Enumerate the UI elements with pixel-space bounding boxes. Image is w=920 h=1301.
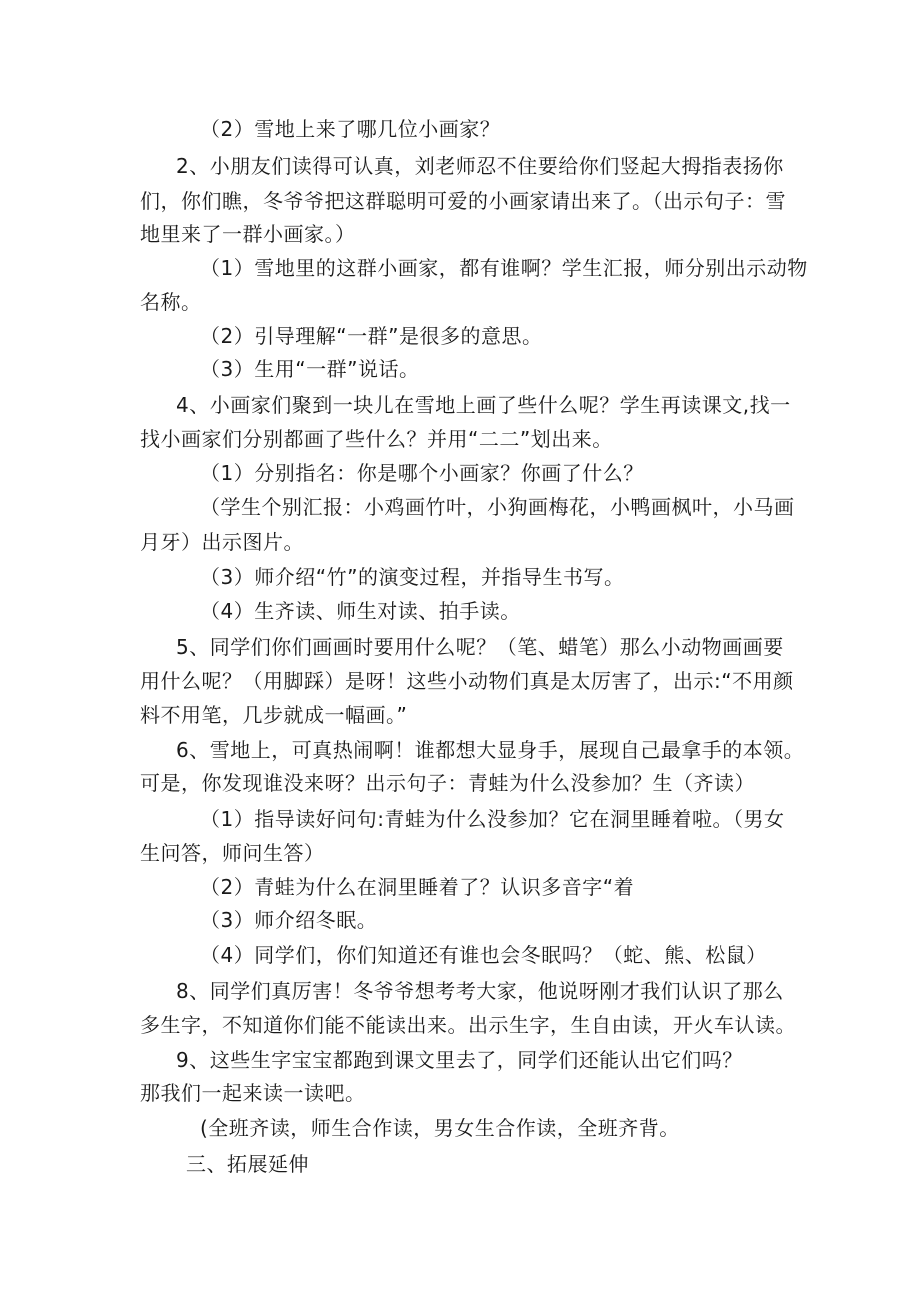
text-line: 6、雪地上，可真热闹啊！谁都想大显身手，展现自己最拿手的本领。 [176, 738, 805, 762]
text-line: 那我们一起来读一读吧。 [140, 1081, 366, 1105]
text-line: 2、小朋友们读得可认真，刘老师忍不住要给你们竖起大拇指表扬你 [176, 154, 784, 178]
text-line: （2）青蛙为什么在洞里睡着了？认识多音字“着 [200, 875, 635, 899]
text-line: 9、这些生字宝宝都跑到课文里去了，同学们还能认出它们吗？ [176, 1048, 743, 1072]
text-line: （4）生齐读、师生对读、拍手读。 [200, 599, 521, 623]
section-heading: 三、拓展延伸 [186, 1152, 309, 1176]
text-line: （3）师介绍冬眠。 [200, 908, 378, 932]
text-line: （2）引导理解“一群”是很多的意思。 [200, 324, 543, 348]
text-line: (全班齐读，师生合作读，男女生合作读，全班齐背。 [200, 1116, 680, 1140]
text-line: （1）分别指名：你是哪个小画家？你画了什么？ [200, 461, 644, 485]
text-line: 多生字，不知道你们能不能读出来。出示生字，生自由读，开火车认读。 [140, 1013, 796, 1037]
text-line: 5、同学们你们画画时要用什么呢？（笔、蜡笔）那么小动物画画要 [176, 635, 784, 659]
text-line: 月牙）出示图片。 [140, 530, 304, 554]
text-line: （1）雪地里的这群小画家，都有谁啊？学生汇报，师分别出示动物 [200, 256, 808, 280]
text-line: 们，你们瞧，冬爷爷把这群聪明可爱的小画家请出来了。（出示句子：雪 [140, 189, 786, 213]
text-line: 生问答，师问生答） [140, 841, 325, 865]
text-line: 名称。 [140, 290, 202, 314]
text-line: （2）雪地上来了哪几位小画家？ [200, 117, 501, 141]
text-line: 4、小画家们聚到一块儿在雪地上画了些什么呢？学生再读课文,找一 [176, 393, 791, 417]
text-line: 找小画家们分别都画了些什么？并用“二二”划出来。 [140, 427, 613, 451]
text-line: （4）同学们，你们知道还有谁也会冬眠吗？（蛇、熊、松鼠） [200, 943, 767, 967]
text-line: 料不用笔，几步就成一幅画。” [140, 703, 408, 727]
text-line: 8、同学们真厉害！冬爷爷想考考大家，他说呀刚才我们认识了那么 [176, 979, 784, 1003]
text-line: （学生个别汇报：小鸡画竹叶，小狗画梅花，小鸭画枫叶，小马画 [200, 495, 795, 519]
text-line: （3）师介绍“竹”的演变过程，并指导生书写。 [200, 565, 625, 589]
text-line: 用什么呢？（用脚踩）是呀！这些小动物们真是太厉害了，出示:“不用颜 [140, 669, 794, 693]
text-line: 可是，你发现谁没来呀？出示句子：青蛙为什么没参加？生（齐读） [140, 771, 755, 795]
text-line: 地里来了一群小画家。） [140, 222, 356, 246]
text-line: （1）指导读好问句:青蛙为什么没参加？它在洞里睡着啦。（男女 [200, 807, 785, 831]
text-line: （3）生用“一群”说话。 [200, 357, 420, 381]
